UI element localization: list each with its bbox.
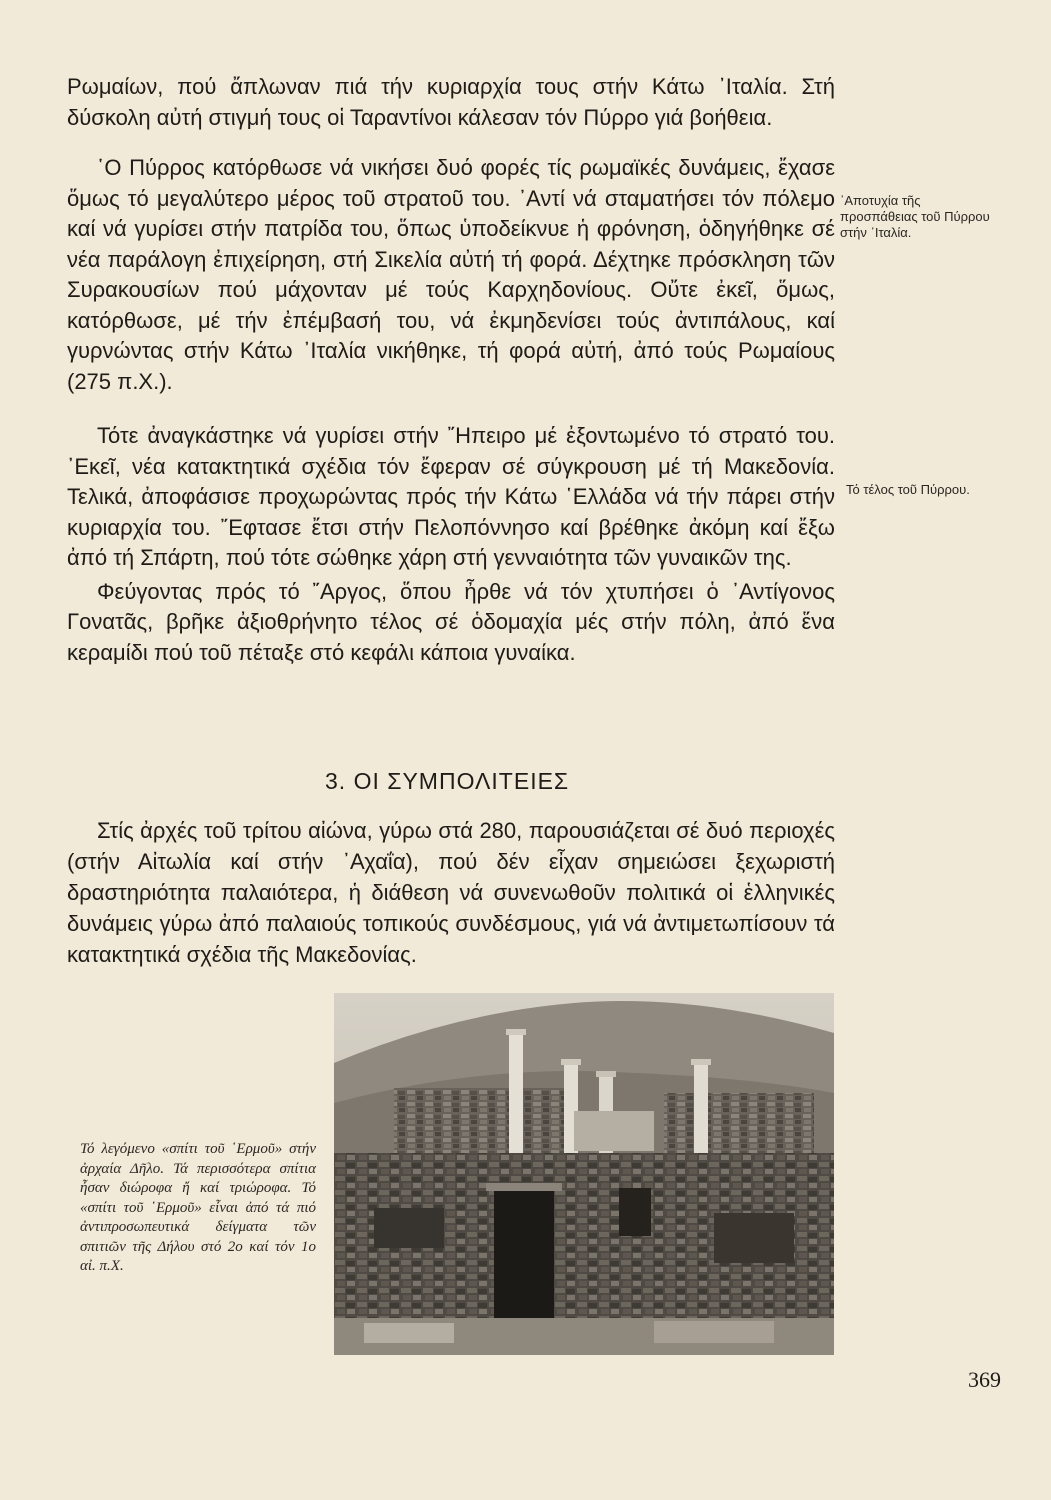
paragraph-1: Ρωμαίων, πού ἄπλωναν πιά τήν κυριαρχία τους στήν Κάτω ᾿Ιταλία. Στή δύσκολη αὐτή στιγμή τους οἱ Ταραντίνοι κάλεσαν τόν Πύρρο γιά βοήθεια. xyxy=(67,74,835,130)
main-text-column xyxy=(67,72,835,668)
paragraph-4: Φεύγοντας πρός τό ῎Αργος, ὅπου ἦρθε νά τόν χτυπήσει ὁ ᾿Αντίγονος Γονατᾶς, βρῆκε ἀξιοθρήνητο τέλος σέ ὁδομαχία μές στήν πόλη, ἀπό ἕνα κεραμίδι πού τοῦ πέταξε στό κεφάλι κάποια γυναίκα. xyxy=(67,578,835,665)
section-heading: 3. ΟΙ ΣΥΜΠΟΛΙΤΕΙΕΣ xyxy=(325,768,570,794)
page-number: 369 xyxy=(968,1367,1001,1392)
ruins-photo-icon xyxy=(334,993,834,1355)
margin-note-end-of-pyrrhus: Τό τέλος τοῦ Πύρρου. xyxy=(846,482,970,497)
paragraph-3: Τότε ἀναγκάστηκε νά γυρίσει στήν ῎Ηπειρο μέ ἐξοντωμένο τό στρατό του. ᾿Εκεῖ, νέα κατακτητικά σχέδια τόν ἔφεραν σέ σύγκρουση μέ τή Μακεδονία. Τελικά, ἀποφάσισε προχωρώντας πρός τήν Κάτω ῾Ελλάδα νά τήν πάρει στήν κυριαρχία του. ῎Εφτασε ἔτσι στήν Πελοπόννησο καί βρέθηκε ἀκόμη καί ἔξω ἀπό τή Σπάρτη, πού τότε σώθηκε χάρη στή γενναιότητα τῶν γυναικῶν της. xyxy=(67,423,835,570)
figure-caption: Τό λεγόμενο «σπίτι τοῦ ῾Ερμοῦ» στήν ἀρχαία Δῆλο. Τά περισσότερα σπίτια ἦσαν διώροφα ἤ καί τριώροφα. Τό «σπίτι τοῦ ῾Ερμοῦ» εἶναι ἀπό τά πιό ἀντιπροσωπευτικά δείγματα τῶν σπιτιῶν τῆς Δήλου στό 2ο καί τόν 1ο αἰ. π.Χ. xyxy=(80,1141,316,1274)
paragraph-2: ῾Ο Πύρρος κατόρθωσε νά νικήσει δυό φορές τίς ρωμαϊκές δυνάμεις, ἔχασε ὅμως τό μεγαλύτερο μέρος τοῦ στρατοῦ του. ᾿Αντί νά σταματήσει τόν πόλεμο καί νά γυρίσει στήν πατρίδα του, ὅπως ὑποδείκνυε ἡ φρόνηση, ὁδηγήθηκε σέ νέα παράλογη ἐπιχείρηση, στή Σικελία αὐτή τή φορά. Δέχτηκε πρόσκληση τῶν Συρακουσίων πού μάχονταν μέ τούς Καρχηδονίους. Οὔτε ἐκεῖ, ὅμως, κατόρθωσε, μέ τήν ἐπέμβασή του, νά ἐκμηδενίσει τούς ἀντιπάλους, καί γυρνώντας στήν Κάτω ᾿Ιταλία νικήθηκε, τή φορά αὐτή, ἀπό τούς Ρωμαίους (275 π.Χ.). xyxy=(67,155,835,394)
margin-note-failure-in-italy: ᾿Αποτυχία τῆς προσπάθειας τοῦ Πύρρου στήν ᾿Ιταλία. xyxy=(840,193,990,240)
section-paragraph: Στίς ἀρχές τοῦ τρίτου αἰώνα, γύρω στά 280, παρουσιάζεται σέ δυό περιοχές (στήν Αἰτωλία καί στήν ᾿Αχαΐα), πού δέν εἶχαν σημειώσει ξεχωριστή δραστηριότητα παλαιότερα, ἡ διάθεση νά συνενωθοῦν πολιτικά οἱ ἑλληνικές δυνάμεις γύρω ἀπό παλαιούς τοπικούς συνδέσμους, γιά νά ἀντιμετωπίσουν τά κατακτητικά σχέδια τῆς Μακεδονίας. xyxy=(67,818,835,967)
